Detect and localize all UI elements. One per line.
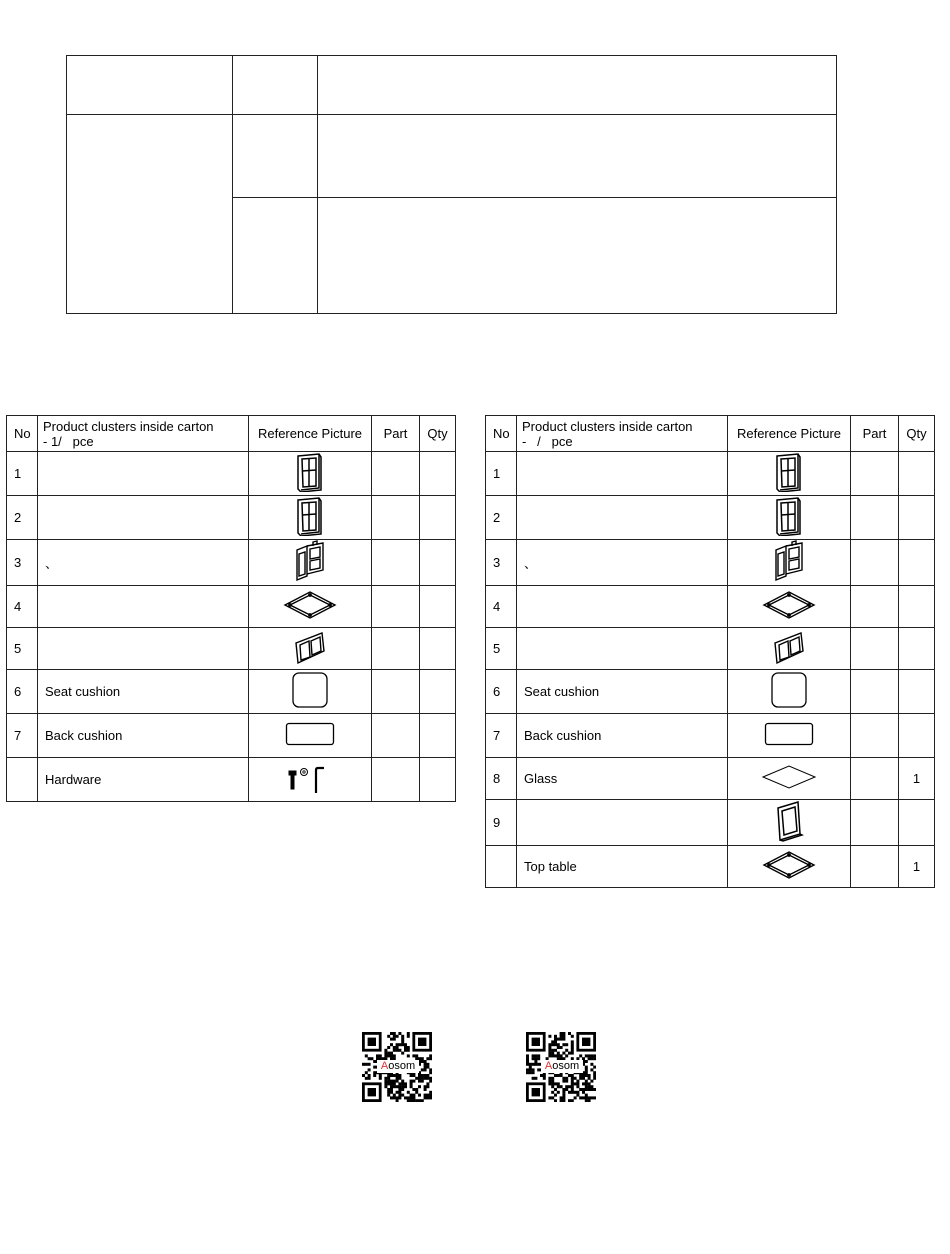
cell-description	[38, 496, 249, 540]
cell-qty	[899, 540, 935, 586]
aosom-logo: Aosom	[377, 1060, 419, 1073]
table-row	[486, 800, 935, 846]
cell-description	[38, 586, 249, 628]
cell-no: 3	[486, 540, 517, 586]
cell-qty	[420, 496, 456, 540]
cell-qty	[420, 586, 456, 628]
corner-frame-icon	[772, 540, 806, 582]
seat-cushion-icon	[770, 671, 808, 709]
cell-reference-picture	[728, 496, 851, 540]
cell-qty	[420, 452, 456, 496]
cell-no: 3	[7, 540, 38, 586]
table-row	[7, 540, 456, 586]
cell-no: 2	[7, 496, 38, 540]
table-top-icon	[283, 590, 337, 620]
top-cell	[318, 115, 837, 198]
cell-no: 6	[486, 670, 517, 714]
table-row	[486, 846, 935, 888]
qr-code-1	[362, 1032, 432, 1102]
cell-part	[372, 758, 420, 802]
cell-part	[372, 714, 420, 758]
cell-no: 4	[486, 586, 517, 628]
cell-description	[517, 452, 728, 496]
table-top-icon	[762, 850, 816, 880]
cell-part	[851, 628, 899, 670]
cell-part	[851, 714, 899, 758]
header-description-line1: Product clusters inside carton	[522, 418, 693, 434]
header-qty: Qty	[899, 416, 935, 452]
header-no: No	[7, 416, 38, 452]
seat-cushion-icon	[291, 671, 329, 709]
cell-part	[372, 586, 420, 628]
cell-description	[38, 452, 249, 496]
cell-no: 6	[7, 670, 38, 714]
cell-no: 7	[7, 714, 38, 758]
cell-qty	[899, 628, 935, 670]
table-row	[7, 496, 456, 540]
cell-no: 1	[7, 452, 38, 496]
cell-description: Back cushion	[38, 714, 249, 758]
cell-qty	[420, 714, 456, 758]
cell-part	[851, 586, 899, 628]
table-top-icon	[762, 590, 816, 620]
cell-no	[7, 758, 38, 802]
cell-reference-picture	[249, 628, 372, 670]
cell-no: 9	[486, 800, 517, 846]
side-frame-icon	[772, 452, 806, 492]
cell-part	[851, 800, 899, 846]
cell-part	[372, 540, 420, 586]
cell-no	[486, 846, 517, 888]
cell-reference-picture	[728, 628, 851, 670]
cell-description	[517, 628, 728, 670]
glass-panel-icon	[761, 765, 817, 789]
cell-no: 4	[7, 586, 38, 628]
cell-reference-picture	[728, 846, 851, 888]
table-row	[7, 714, 456, 758]
side-frame-icon	[772, 496, 806, 536]
cell-description: 、	[517, 540, 728, 586]
cell-qty	[420, 628, 456, 670]
top-cell	[233, 115, 318, 198]
table-header-row	[7, 416, 456, 452]
cell-reference-picture	[728, 452, 851, 496]
header-part: Part	[851, 416, 899, 452]
cell-qty	[899, 670, 935, 714]
cell-no: 5	[486, 628, 517, 670]
cell-description: Seat cushion	[38, 670, 249, 714]
cell-part	[851, 758, 899, 800]
table-row	[486, 452, 935, 496]
cell-part	[851, 540, 899, 586]
cell-no: 2	[486, 496, 517, 540]
table-row	[486, 714, 935, 758]
cell-description: Back cushion	[517, 714, 728, 758]
table-row	[7, 758, 456, 802]
table-row	[486, 670, 935, 714]
top-cell	[67, 115, 233, 314]
table-row	[7, 452, 456, 496]
cell-part	[372, 452, 420, 496]
cell-part	[851, 496, 899, 540]
cell-no: 5	[7, 628, 38, 670]
cell-reference-picture	[249, 586, 372, 628]
header-qty: Qty	[420, 416, 456, 452]
cell-reference-picture	[249, 452, 372, 496]
cell-description	[517, 586, 728, 628]
cell-reference-picture	[728, 758, 851, 800]
back-cushion-icon	[764, 722, 814, 746]
cell-description: Hardware	[38, 758, 249, 802]
cell-no: 8	[486, 758, 517, 800]
cell-part	[372, 628, 420, 670]
cell-description: Seat cushion	[517, 670, 728, 714]
back-frame-icon	[292, 629, 328, 665]
cell-no: 1	[486, 452, 517, 496]
top-cell	[67, 56, 233, 115]
table-row	[486, 496, 935, 540]
cell-reference-picture	[728, 586, 851, 628]
cell-reference-picture	[728, 540, 851, 586]
cell-qty: 1	[899, 846, 935, 888]
cell-qty	[420, 670, 456, 714]
header-description-line2: - 1/ pce	[43, 433, 94, 449]
header-description	[517, 416, 728, 452]
header-no: No	[486, 416, 517, 452]
cell-qty	[899, 714, 935, 758]
cell-part	[372, 670, 420, 714]
cell-qty	[899, 586, 935, 628]
table-row	[486, 758, 935, 800]
cell-part	[372, 496, 420, 540]
cell-description: 、	[38, 540, 249, 586]
cell-qty	[420, 540, 456, 586]
hardware-icon	[285, 761, 335, 795]
header-description	[38, 416, 249, 452]
table-row	[486, 540, 935, 586]
side-frame-icon	[293, 452, 327, 492]
cell-qty	[899, 800, 935, 846]
header-part: Part	[372, 416, 420, 452]
top-cell	[318, 56, 837, 115]
top-cell	[233, 198, 318, 314]
cell-part	[851, 670, 899, 714]
cell-qty	[420, 758, 456, 802]
cell-description	[517, 800, 728, 846]
table-row	[486, 628, 935, 670]
top-info-table	[66, 55, 837, 314]
glass-frame-icon	[774, 800, 804, 842]
cell-description	[517, 496, 728, 540]
cell-qty	[899, 496, 935, 540]
cell-qty: 1	[899, 758, 935, 800]
cell-part	[851, 452, 899, 496]
qr-code-2	[526, 1032, 596, 1102]
cell-reference-picture	[728, 714, 851, 758]
top-cell	[233, 56, 318, 115]
table-row	[7, 586, 456, 628]
cell-description: Top table	[517, 846, 728, 888]
cell-reference-picture	[249, 758, 372, 802]
back-frame-icon	[771, 629, 807, 665]
cell-description: Glass	[517, 758, 728, 800]
cell-reference-picture	[728, 800, 851, 846]
table-row	[7, 670, 456, 714]
table-row	[7, 628, 456, 670]
cell-no: 7	[486, 714, 517, 758]
header-reference-picture: Reference Picture	[728, 416, 851, 452]
table-row	[486, 586, 935, 628]
header-description-line2: - / pce	[522, 433, 573, 449]
cell-reference-picture	[249, 496, 372, 540]
cell-reference-picture	[728, 670, 851, 714]
cell-reference-picture	[249, 714, 372, 758]
header-reference-picture: Reference Picture	[249, 416, 372, 452]
back-cushion-icon	[285, 722, 335, 746]
side-frame-icon	[293, 496, 327, 536]
cell-description	[38, 628, 249, 670]
cell-reference-picture	[249, 670, 372, 714]
corner-frame-icon	[293, 540, 327, 582]
parts-table-right	[485, 415, 935, 888]
parts-table-left	[6, 415, 456, 802]
table-header-row	[486, 416, 935, 452]
aosom-logo: Aosom	[541, 1060, 583, 1073]
top-cell	[318, 198, 837, 314]
header-description-line1: Product clusters inside carton	[43, 418, 214, 434]
cell-reference-picture	[249, 540, 372, 586]
cell-part	[851, 846, 899, 888]
cell-qty	[899, 452, 935, 496]
